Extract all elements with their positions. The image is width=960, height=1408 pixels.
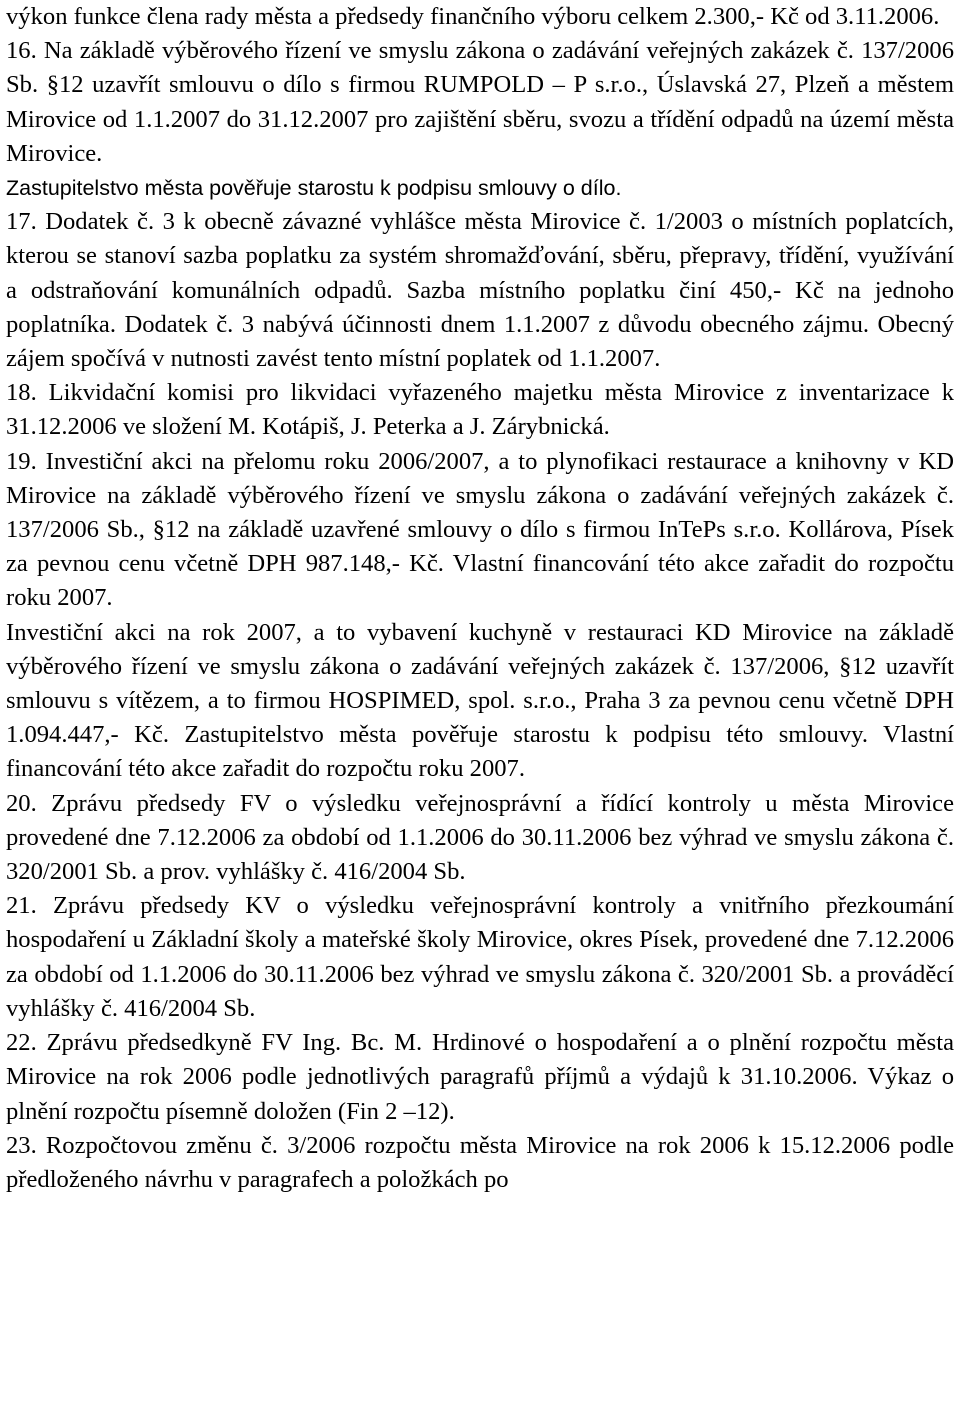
- paragraph-item-23: 23. Rozpočtovou změnu č. 3/2006 rozpočtu města Mirovice na rok 2006 k 15.12.2006 podle předloženého návrhu v paragrafech a položkách po: [6, 1131, 954, 1193]
- paragraph-item-21: 21. Zprávu předsedy KV o výsledku veřejnosprávní kontroly a vnitřního přezkoumání hospodaření u Základní školy a mateřské školy Mirovice, okres Písek, provedené dne 7.12.2006 za období od 1.1.2006 do 30.11.2006 bez výhrad ve smyslu zákona č. 320/2001 Sb. a prováděcí vyhlášky č. 416/2004 Sb.: [6, 892, 954, 1022]
- paragraph-item-18: 18. Likvidační komisi pro likvidaci vyřazeného majetku města Mirovice z inventarizace k 31.12.2006 ve složení M. Kotápiš, J. Peterka a J. Zárybnická.: [6, 379, 954, 441]
- paragraph-item-22: 22. Zprávu předsedkyně FV Ing. Bc. M. Hrdinové o hospodaření a o plnění rozpočtu města Mirovice na rok 2006 podle jednotlivých paragrafů příjmů a výdajů k 31.10.2006. Výkaz o plnění rozpočtu písemně doložen (Fin 2 –12).: [6, 1029, 954, 1125]
- paragraph-item-16-authorization: Zastupitelstvo města pověřuje starostu k podpisu smlouvy o dílo.: [6, 176, 622, 201]
- paragraph-item-17: 17. Dodatek č. 3 k obecně závazné vyhlášce města Mirovice č. 1/2003 o místních poplatcích, kterou se stanoví sazba poplatku za systém shromažďování, sběru, přepravy, třídění, využívání a odstraňování komunálních odpadů. Sazba místního poplatku činí 450,- Kč na jednoho poplatníka. Dodatek č. 3 nabývá účinnosti dnem 1.1.2007 z důvodu obecného zájmu. Obecný zájem spočívá v nutnosti zavést tento místní poplatek od 1.1.2007.: [6, 208, 954, 373]
- paragraph-item-19: 19. Investiční akci na přelomu roku 2006/2007, a to plynofikaci restaurace a knihovny v KD Mirovice na základě výběrového řízení ve smyslu zákona o zadávání veřejných zakázek č. 137/2006 Sb., §12 na základě uzavřené smlouvy o dílo s firmou InTePs s.r.o. Kollárova, Písek za pevnou cenu včetně DPH 987.148,- Kč. Vlastní financování této akce zařadit do rozpočtu roku 2007.: [6, 447, 954, 612]
- paragraph-continuation-15: výkon funkce člena rady města a předsedy finančního výboru celkem 2.300,- Kč od 3.11.2006.: [6, 3, 940, 30]
- document-page: [6, 0, 954, 1408]
- paragraph-item-16: 16. Na základě výběrového řízení ve smyslu zákona o zadávání veřejných zakázek č. 137/2006 Sb. §12 uzavřít smlouvu o dílo s firmou RUMPOLD – P s.r.o., Úslavská 27, Plzeň a městem Mirovice od 1.1.2007 do 31.12.2007 pro zajištění sběru, svozu a třídění odpadů na území města Mirovice.: [6, 37, 954, 167]
- paragraph-item-19-kitchen: Investiční akci na rok 2007, a to vybavení kuchyně v restauraci KD Mirovice na základě výběrového řízení ve smyslu zákona o zadávání veřejných zakázek č. 137/2006, §12 uzavřít smlouvu s vítězem, a to firmou HOSPIMED, spol. s.r.o., Praha 3 za pevnou cenu včetně DPH 1.094.447,- Kč. Zastupitelstvo města pověřuje starostu k podpisu této smlouvy. Vlastní financování této akce zařadit do rozpočtu roku 2007.: [6, 618, 954, 783]
- paragraph-item-20: 20. Zprávu předsedy FV o výsledku veřejnosprávní a řídící kontroly u města Mirovice provedené dne 7.12.2006 za období od 1.1.2006 do 30.11.2006 bez výhrad ve smyslu zákona č. 320/2001 Sb. a prov. vyhlášky č. 416/2004 Sb.: [6, 789, 954, 886]
